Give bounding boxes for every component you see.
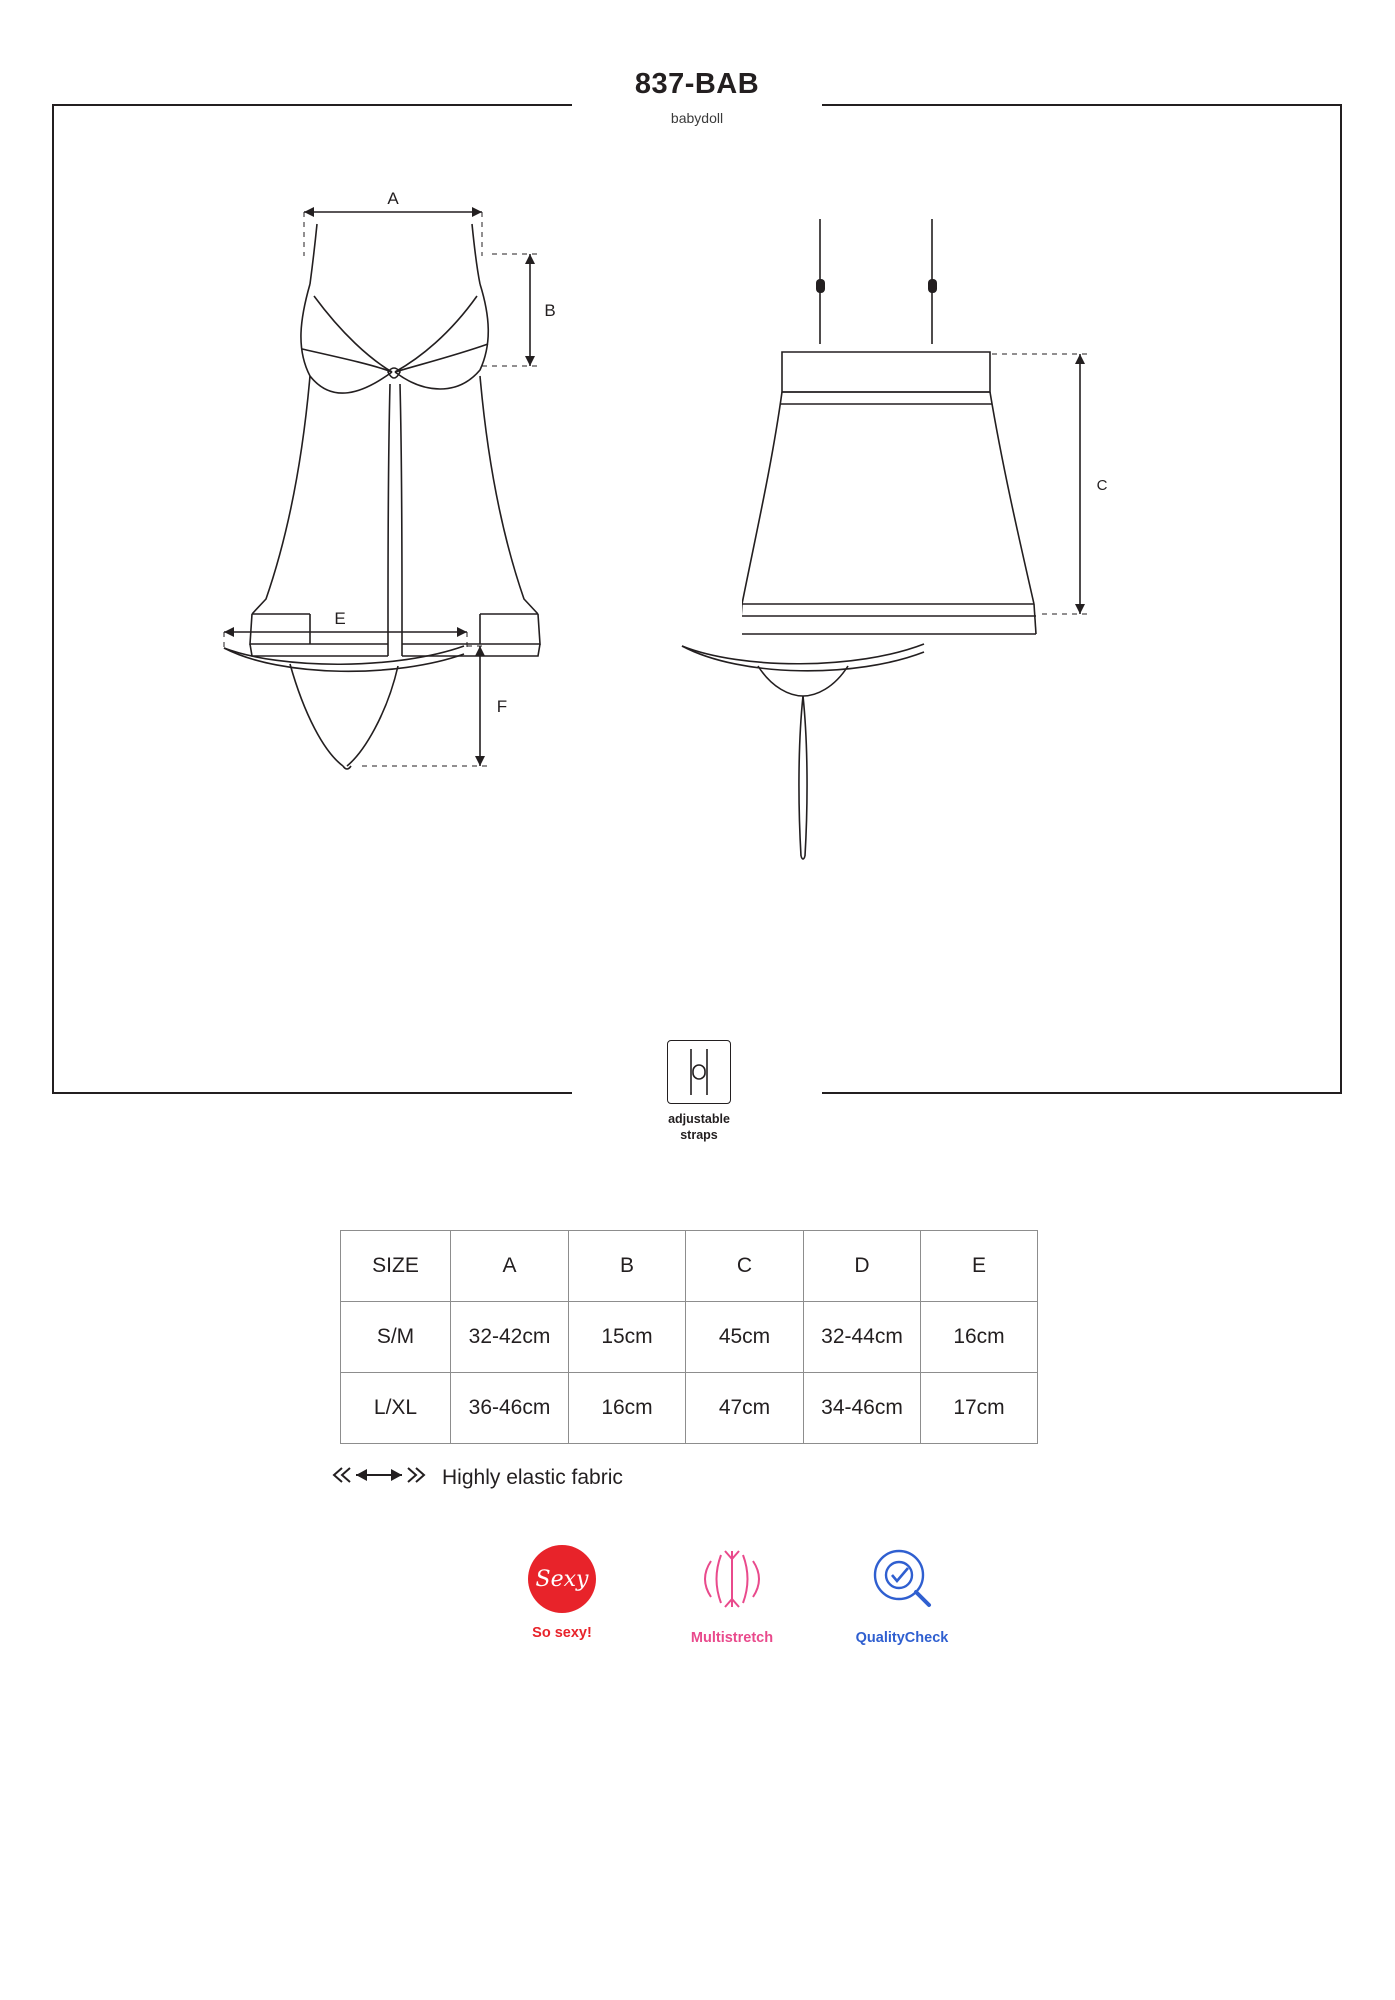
elastic-fabric-label: Highly elastic fabric xyxy=(442,1465,623,1489)
table-cell: L/XL xyxy=(341,1373,451,1444)
table-header-cell: B xyxy=(569,1231,686,1302)
table-cell: 47cm xyxy=(686,1373,804,1444)
page-subtitle: babydoll xyxy=(670,110,724,126)
thong-front-drawing xyxy=(212,604,542,874)
table-header-cell: SIZE xyxy=(341,1231,451,1302)
badge-caption: Multistretch xyxy=(690,1630,774,1646)
table-cell: 16cm xyxy=(569,1373,686,1444)
feature-adjustable-straps xyxy=(649,1040,749,1143)
svg-text:B: B xyxy=(544,301,556,320)
badge-caption: So sexy! xyxy=(532,1625,592,1641)
elastic-fabric-note xyxy=(330,1464,623,1491)
badge-multistretch xyxy=(667,1545,797,1646)
badge-row xyxy=(497,1545,967,1646)
sexy-circle-icon xyxy=(528,1545,596,1613)
table-header-cell: E xyxy=(921,1231,1038,1302)
sexy-mark-text: Sexy xyxy=(535,1566,589,1592)
frame-edge-top-left xyxy=(52,104,572,106)
table-cell: 15cm xyxy=(569,1302,686,1373)
frame-edge-bottom-left xyxy=(52,1092,572,1094)
frame-edge-right xyxy=(1340,104,1342,1094)
badge-so-sexy xyxy=(497,1545,627,1641)
thong-back-drawing xyxy=(662,604,962,874)
svg-text:F: F xyxy=(496,697,508,716)
adjustable-straps-icon xyxy=(667,1040,731,1104)
elastic-arrows-icon xyxy=(330,1464,428,1491)
table-header-cell: C xyxy=(686,1231,804,1302)
svg-text:C: C xyxy=(1096,477,1108,494)
table-cell: 16cm xyxy=(921,1302,1038,1373)
table-row xyxy=(341,1302,1038,1373)
table-cell: 34-46cm xyxy=(804,1373,921,1444)
feature-label-line2: straps xyxy=(680,1127,718,1142)
badge-quality-check xyxy=(837,1545,967,1646)
table-header-cell: D xyxy=(804,1231,921,1302)
table-header-cell: A xyxy=(451,1231,569,1302)
page-title: 837-BAB xyxy=(634,68,760,100)
frame-edge-left xyxy=(52,104,54,1094)
size-table xyxy=(340,1230,1038,1444)
table-cell: 32-44cm xyxy=(804,1302,921,1373)
table-cell: 45cm xyxy=(686,1302,804,1373)
quality-check-icon xyxy=(867,1600,937,1617)
table-cell: 36-46cm xyxy=(451,1373,569,1444)
table-cell: 17cm xyxy=(921,1373,1038,1444)
frame-edge-top-right xyxy=(822,104,1342,106)
svg-text:E: E xyxy=(334,609,346,628)
frame-edge-bottom-right xyxy=(822,1092,1342,1094)
table-row xyxy=(341,1373,1038,1444)
feature-label-line1: adjustable xyxy=(668,1112,730,1126)
badge-caption: QualityCheck xyxy=(855,1630,949,1646)
diagram-frame xyxy=(52,68,1342,1094)
table-cell: S/M xyxy=(341,1302,451,1373)
table-cell: 32-42cm xyxy=(451,1302,569,1373)
table-header-row xyxy=(341,1231,1038,1302)
svg-text:A: A xyxy=(387,189,399,208)
multistretch-icon xyxy=(697,1600,767,1617)
